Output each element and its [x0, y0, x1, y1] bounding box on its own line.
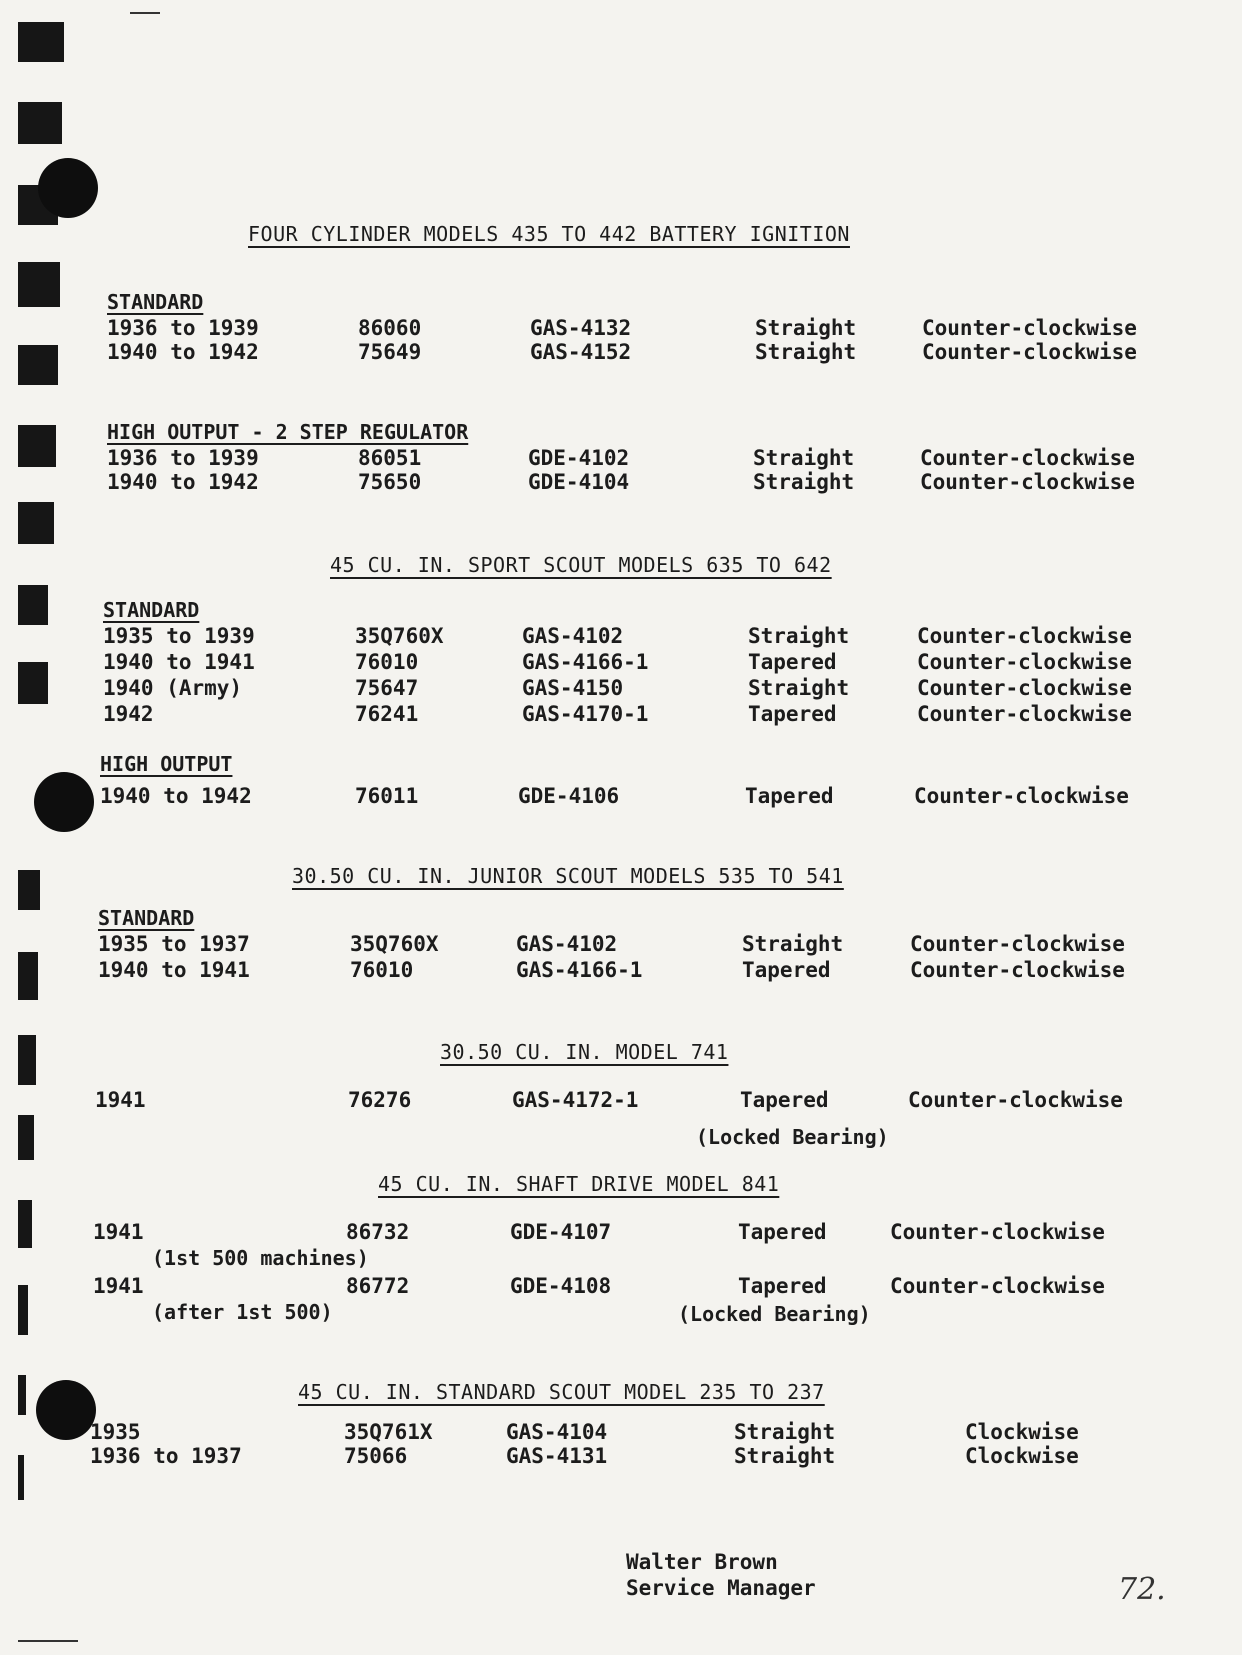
binder-edge-mark: [18, 502, 54, 544]
cell-years: 1940 to 1941: [103, 650, 255, 674]
cell-years: 1941: [93, 1274, 144, 1298]
cell-generator: GAS-4131: [506, 1444, 608, 1468]
cell-armature: Tapered: [745, 784, 834, 808]
cell-generator: GDE-4102: [528, 446, 630, 470]
cell-generator: GAS-4172-1: [512, 1088, 639, 1112]
cell-part: 76010: [355, 650, 419, 674]
cell-rotation: Counter-clockwise: [890, 1274, 1105, 1298]
row-note: (1st 500 machines): [152, 1246, 369, 1270]
cell-generator: GAS-4104: [506, 1420, 608, 1444]
binder-edge-mark: [18, 870, 40, 910]
cell-rotation: Counter-clockwise: [922, 340, 1137, 364]
cell-part: 75647: [355, 676, 419, 700]
cell-years: 1936 to 1939: [107, 446, 259, 470]
table-row: [0, 676, 1242, 702]
cell-rotation: Counter-clockwise: [910, 932, 1125, 956]
cell-part: 86060: [358, 316, 422, 340]
row-note-2: (Locked Bearing): [678, 1302, 871, 1326]
cell-part: 76276: [348, 1088, 412, 1112]
binder-edge-mark: [18, 262, 60, 307]
cell-generator: GAS-4132: [530, 316, 632, 340]
cell-armature: Tapered: [742, 958, 831, 982]
table-row: [0, 624, 1242, 650]
page-number: 72.: [1118, 1572, 1166, 1607]
cell-armature: Straight: [748, 676, 850, 700]
section-heading: 45 CU. IN. STANDARD SCOUT MODEL 235 TO 237: [298, 1380, 825, 1404]
cell-armature: Tapered: [738, 1220, 827, 1244]
stray-mark: [130, 12, 160, 14]
section-heading: 30.50 CU. IN. JUNIOR SCOUT MODELS 535 TO 541: [292, 864, 844, 888]
cell-rotation: Counter-clockwise: [917, 624, 1132, 648]
cell-rotation: Counter-clockwise: [910, 958, 1125, 982]
cell-generator: GDE-4108: [510, 1274, 612, 1298]
cell-armature: Straight: [755, 316, 857, 340]
group-label: STANDARD: [98, 906, 195, 930]
table-row: [0, 958, 1242, 984]
binder-edge-mark: [18, 1115, 34, 1160]
cell-generator: GDE-4104: [528, 470, 630, 494]
cell-armature: Straight: [734, 1444, 836, 1468]
cell-part: 76241: [355, 702, 419, 726]
cell-rotation: Counter-clockwise: [890, 1220, 1105, 1244]
cell-rotation: Counter-clockwise: [908, 1088, 1123, 1112]
table-row: [0, 702, 1242, 728]
table-row: [0, 1444, 1242, 1470]
cell-years: 1940 to 1942: [107, 470, 259, 494]
cell-generator: GAS-4150: [522, 676, 624, 700]
cell-armature: Straight: [748, 624, 850, 648]
table-row: [0, 1220, 1242, 1246]
binder-edge-mark: [18, 1375, 26, 1415]
cell-part: 86051: [358, 446, 422, 470]
cell-part: 76011: [355, 784, 419, 808]
cell-part: 86732: [346, 1220, 410, 1244]
cell-armature: Tapered: [740, 1088, 829, 1112]
punch-hole: [38, 158, 98, 218]
cell-years: 1936 to 1939: [107, 316, 259, 340]
section-heading: 30.50 CU. IN. MODEL 741: [440, 1040, 729, 1064]
group-label: STANDARD: [103, 598, 200, 622]
cell-part: 35Q761X: [344, 1420, 433, 1444]
cell-years: 1940 (Army): [103, 676, 243, 700]
cell-part: 75650: [358, 470, 422, 494]
cell-years: 1940 to 1942: [100, 784, 252, 808]
binder-edge-mark: [18, 585, 48, 625]
section-heading: 45 CU. IN. SPORT SCOUT MODELS 635 TO 642: [330, 553, 832, 577]
cell-armature: Straight: [734, 1420, 836, 1444]
cell-armature: Straight: [753, 470, 855, 494]
cell-years: 1942: [103, 702, 154, 726]
cell-years: 1935 to 1939: [103, 624, 255, 648]
stray-mark: [18, 1640, 78, 1642]
group-label: HIGH OUTPUT - 2 STEP REGULATOR: [107, 420, 469, 444]
table-row: [0, 650, 1242, 676]
cell-armature: Straight: [755, 340, 857, 364]
section-heading: FOUR CYLINDER MODELS 435 TO 442 BATTERY IGNITION: [248, 222, 850, 246]
signature-title: Service Manager: [626, 1576, 816, 1600]
cell-years: 1936 to 1937: [90, 1444, 242, 1468]
table-row: [0, 784, 1242, 810]
cell-years: 1941: [95, 1088, 146, 1112]
cell-generator: GAS-4166-1: [516, 958, 643, 982]
cell-rotation: Counter-clockwise: [920, 446, 1135, 470]
table-row: [0, 316, 1242, 342]
cell-part: 75649: [358, 340, 422, 364]
cell-rotation: Counter-clockwise: [917, 702, 1132, 726]
cell-rotation: Counter-clockwise: [914, 784, 1129, 808]
cell-generator: GAS-4170-1: [522, 702, 649, 726]
cell-armature: Straight: [753, 446, 855, 470]
cell-part: 35Q760X: [350, 932, 439, 956]
binder-edge-mark: [18, 1035, 36, 1085]
cell-part: 86772: [346, 1274, 410, 1298]
cell-generator: GAS-4102: [516, 932, 618, 956]
cell-part: 75066: [344, 1444, 408, 1468]
binder-edge-mark: [18, 102, 62, 144]
row-note: (Locked Bearing): [696, 1125, 889, 1149]
cell-generator: GDE-4107: [510, 1220, 612, 1244]
table-row: [0, 1274, 1242, 1300]
section-heading: 45 CU. IN. SHAFT DRIVE MODEL 841: [378, 1172, 780, 1196]
row-note: (after 1st 500): [152, 1300, 333, 1324]
binder-edge-mark: [18, 22, 64, 62]
table-row: [0, 932, 1242, 958]
cell-years: 1940 to 1942: [107, 340, 259, 364]
group-label: STANDARD: [107, 290, 204, 314]
cell-generator: GDE-4106: [518, 784, 620, 808]
cell-rotation: Counter-clockwise: [917, 650, 1132, 674]
cell-rotation: Clockwise: [965, 1444, 1079, 1468]
cell-armature: Tapered: [748, 650, 837, 674]
cell-generator: GAS-4102: [522, 624, 624, 648]
table-row: [0, 340, 1242, 366]
table-row: [0, 446, 1242, 472]
cell-rotation: Counter-clockwise: [922, 316, 1137, 340]
cell-rotation: Counter-clockwise: [920, 470, 1135, 494]
cell-years: 1935: [90, 1420, 141, 1444]
table-row: [0, 1420, 1242, 1446]
cell-generator: GAS-4166-1: [522, 650, 649, 674]
cell-part: 76010: [350, 958, 414, 982]
cell-years: 1935 to 1937: [98, 932, 250, 956]
cell-years: 1941: [93, 1220, 144, 1244]
cell-armature: Straight: [742, 932, 844, 956]
cell-rotation: Counter-clockwise: [917, 676, 1132, 700]
cell-rotation: Clockwise: [965, 1420, 1079, 1444]
cell-armature: Tapered: [738, 1274, 827, 1298]
cell-armature: Tapered: [748, 702, 837, 726]
cell-years: 1940 to 1941: [98, 958, 250, 982]
table-row: [0, 470, 1242, 496]
cell-generator: GAS-4152: [530, 340, 632, 364]
group-label: HIGH OUTPUT: [100, 752, 233, 776]
signature-name: Walter Brown: [626, 1550, 778, 1574]
table-row: [0, 1088, 1242, 1114]
cell-part: 35Q760X: [355, 624, 444, 648]
